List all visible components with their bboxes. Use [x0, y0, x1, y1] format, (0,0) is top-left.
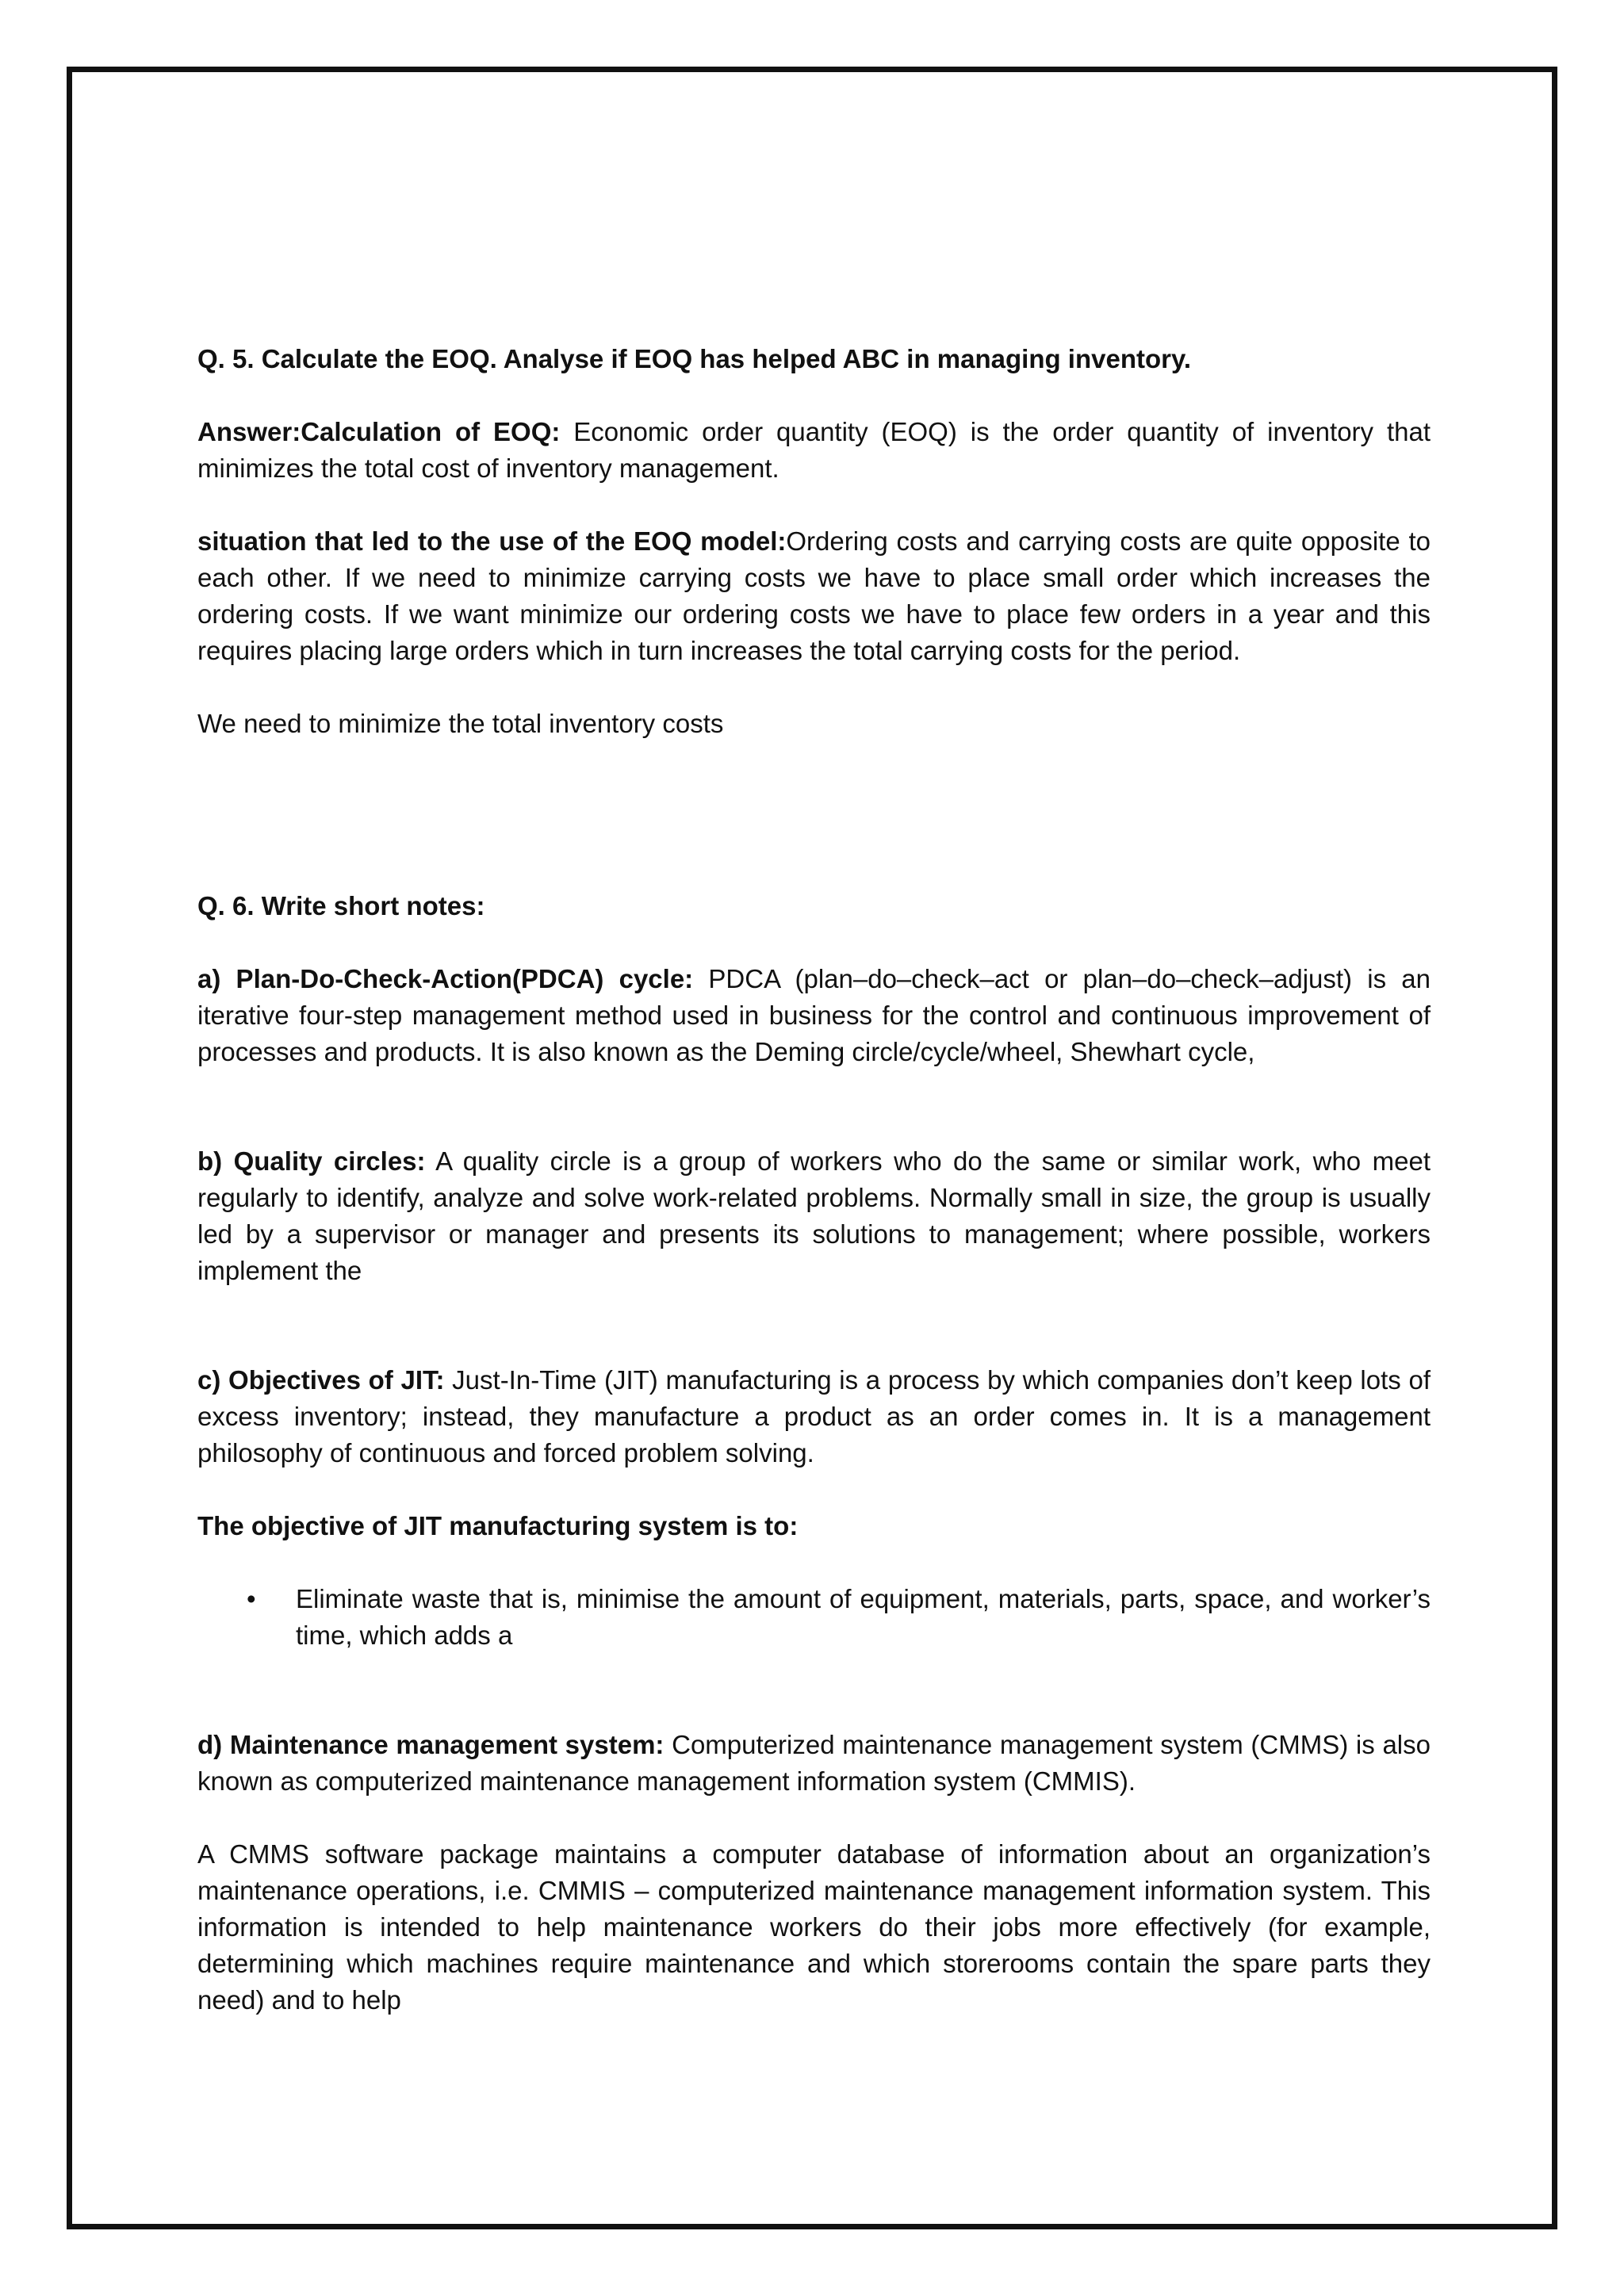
list-item-text: Eliminate waste that is, minimise the amount of equipment, materials, parts, space, and worker’s time, which adds a	[296, 1584, 1431, 1650]
q5-answer-label: Answer:Calculation of EOQ:	[197, 417, 561, 446]
document-body	[197, 341, 1431, 2019]
q5-answer-paragraph	[197, 414, 1431, 487]
q5-title: Q. 5. Calculate the EOQ. Analyse if EOQ has helped ABC in managing inventory.	[197, 344, 1192, 373]
q5-answer-text: Economic order quantity (EOQ) is the order quantity of inventory that minimizes the total cost of inventory management.	[197, 417, 1431, 483]
jit-objective-heading: The objective of JIT manufacturing system is to:	[197, 1511, 799, 1540]
note-maintenance-text: Computerized maintenance management system (CMMS) is also known as computerized maintenance management information system (CMMIS).	[197, 1730, 1431, 1796]
list-item	[197, 1581, 1431, 1654]
note-quality-circles-label: b) Quality circles:	[197, 1146, 426, 1176]
note-quality-circles-text: A quality circle is a group of workers who do the same or similar work, who meet regularly to identify, analyze and solve work-related problems. Normally small in size, the group is usually led by a supervisor or manager and presents its solutions to management; where possible, workers implement the	[197, 1146, 1431, 1285]
q6-title: Q. 6. Write short notes:	[197, 891, 485, 920]
q5-situation-label: situation that led to the use of the EOQ model:	[197, 526, 787, 556]
note-pdca-text: PDCA (plan–do–check–act or plan–do–check–adjust) is an iterative four-step management method used in business for the control and continuous improvement of processes and products. It is also known as the Deming circle/cycle/wheel, Shewhart cycle,	[197, 964, 1431, 1066]
note-maintenance-label: d) Maintenance management system:	[197, 1730, 665, 1759]
note-quality-circles	[197, 1143, 1431, 1289]
q5-situation-paragraph	[197, 523, 1431, 669]
cmms-paragraph: A CMMS software package maintains a computer database of information about an organization’s maintenance operations, i.e. CMMIS – computerized maintenance management information system. This information is intended to help maintenance workers do their jobs more effectively (for example, determining which machines require maintenance and which storerooms contain the spare parts they need) and to help	[197, 1839, 1431, 2015]
note-jit-label: c) Objectives of JIT:	[197, 1365, 445, 1395]
note-jit-objectives	[197, 1362, 1431, 1471]
note-pdca-label: a) Plan-Do-Check-Action(PDCA) cycle:	[197, 964, 694, 993]
note-jit-text: Just-In-Time (JIT) manufacturing is a process by which companies don’t keep lots of excess inventory; instead, they manufacture a product as an order comes in. It is a management philosophy of continuous and forced problem solving.	[197, 1365, 1431, 1468]
note-pdca	[197, 961, 1431, 1070]
q5-situation-text: Ordering costs and carrying costs are quite opposite to each other. If we need to minimize carrying costs we have to place small order which increases the ordering costs. If we want minimize our ordering costs we have to place few orders in a year and this requires placing large orders which in turn increases the total carrying costs for the period.	[197, 526, 1431, 665]
q5-minimize-text: We need to minimize the total inventory costs	[197, 709, 724, 738]
bullet-icon: •	[247, 1584, 256, 1613]
note-maintenance-management	[197, 1727, 1431, 1800]
jit-objective-list	[197, 1581, 1431, 1654]
